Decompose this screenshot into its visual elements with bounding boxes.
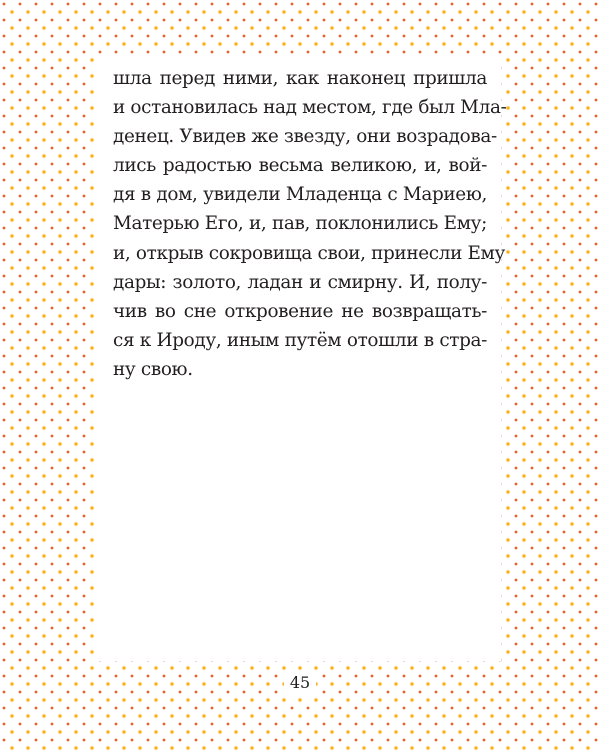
page-number: 45 [289,673,311,692]
text-line: ся к Ироду, иным путём отошли в стра- [113,329,487,351]
text-line: Матерью Его, и, пав, поклонились Ему; [113,213,487,235]
text-line: и остановилась над местом, где был Мла- [113,97,507,119]
text-line: лись радостью весьма великою, и, вой- [113,155,487,177]
body-text [113,64,507,384]
text-line: денец. Увидев же звезду, они возрадова- [113,126,497,148]
text-line: дары: золото, ладан и смирну. И, полу- [113,271,487,293]
text-line: и, открыв сокровища свои, принесли Ему [113,242,505,264]
text-line: шла перед ними, как наконец пришла [113,68,487,89]
text-line: чив во сне откровение не возвращать- [113,300,487,322]
text-line: дя в дом, увидели Младенца с Мариею, [113,184,487,206]
text-line-last: ну свою. [113,358,193,380]
